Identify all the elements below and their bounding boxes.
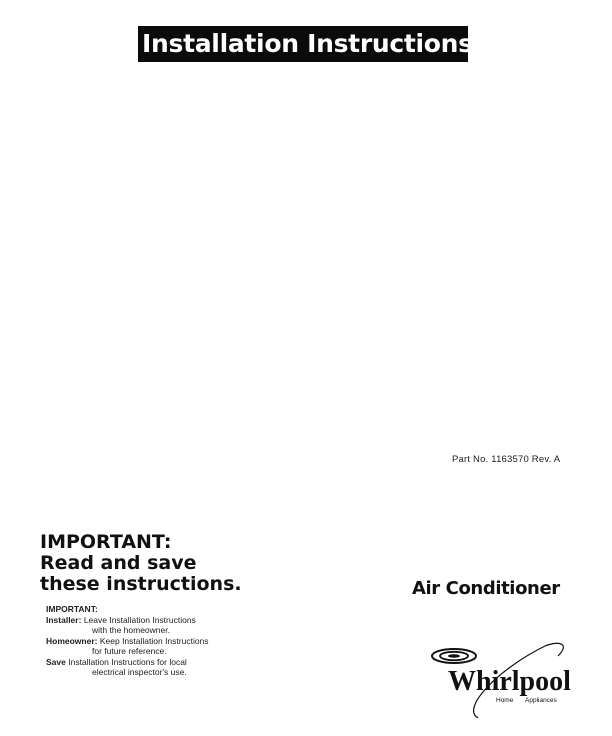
save-label: Save bbox=[46, 656, 66, 667]
important-heading-line3: these instructions. bbox=[40, 573, 242, 595]
important-heading-line2: Read and save bbox=[40, 552, 197, 574]
save-note bbox=[46, 657, 286, 668]
save-note-cont: electrical inspector's use. bbox=[92, 667, 187, 677]
logo-swirl-icon bbox=[432, 649, 476, 663]
product-name: Air Conditioner bbox=[412, 578, 560, 599]
important-notes bbox=[46, 604, 286, 678]
page-title-banner bbox=[138, 26, 473, 62]
part-number: Part No. 1163570 Rev. A bbox=[452, 454, 561, 465]
notes-label-line bbox=[46, 604, 286, 615]
important-heading bbox=[40, 532, 270, 595]
whirlpool-logo bbox=[420, 638, 580, 722]
installer-label: Installer: bbox=[46, 614, 82, 625]
important-heading-line1: IMPORTANT: bbox=[40, 531, 172, 553]
notes-label: IMPORTANT: bbox=[46, 604, 98, 614]
homeowner-note bbox=[46, 636, 286, 647]
brand-sub-right: Appliances bbox=[525, 697, 557, 704]
homeowner-text: Keep Installation Instructions bbox=[99, 635, 209, 646]
brand-wordmark: Whirlpool bbox=[448, 666, 571, 697]
page-title: Installation Instructions bbox=[142, 29, 473, 58]
installer-note-cont: with the homeowner. bbox=[92, 625, 170, 635]
installer-text: Leave Installation Instructions bbox=[83, 614, 196, 625]
brand-sub-left: Home bbox=[496, 697, 514, 704]
homeowner-label: Homeowner: bbox=[46, 635, 98, 646]
save-text: Installation Instructions for local bbox=[68, 656, 187, 667]
homeowner-note-cont: for future reference. bbox=[92, 646, 167, 656]
installer-note bbox=[46, 615, 286, 626]
